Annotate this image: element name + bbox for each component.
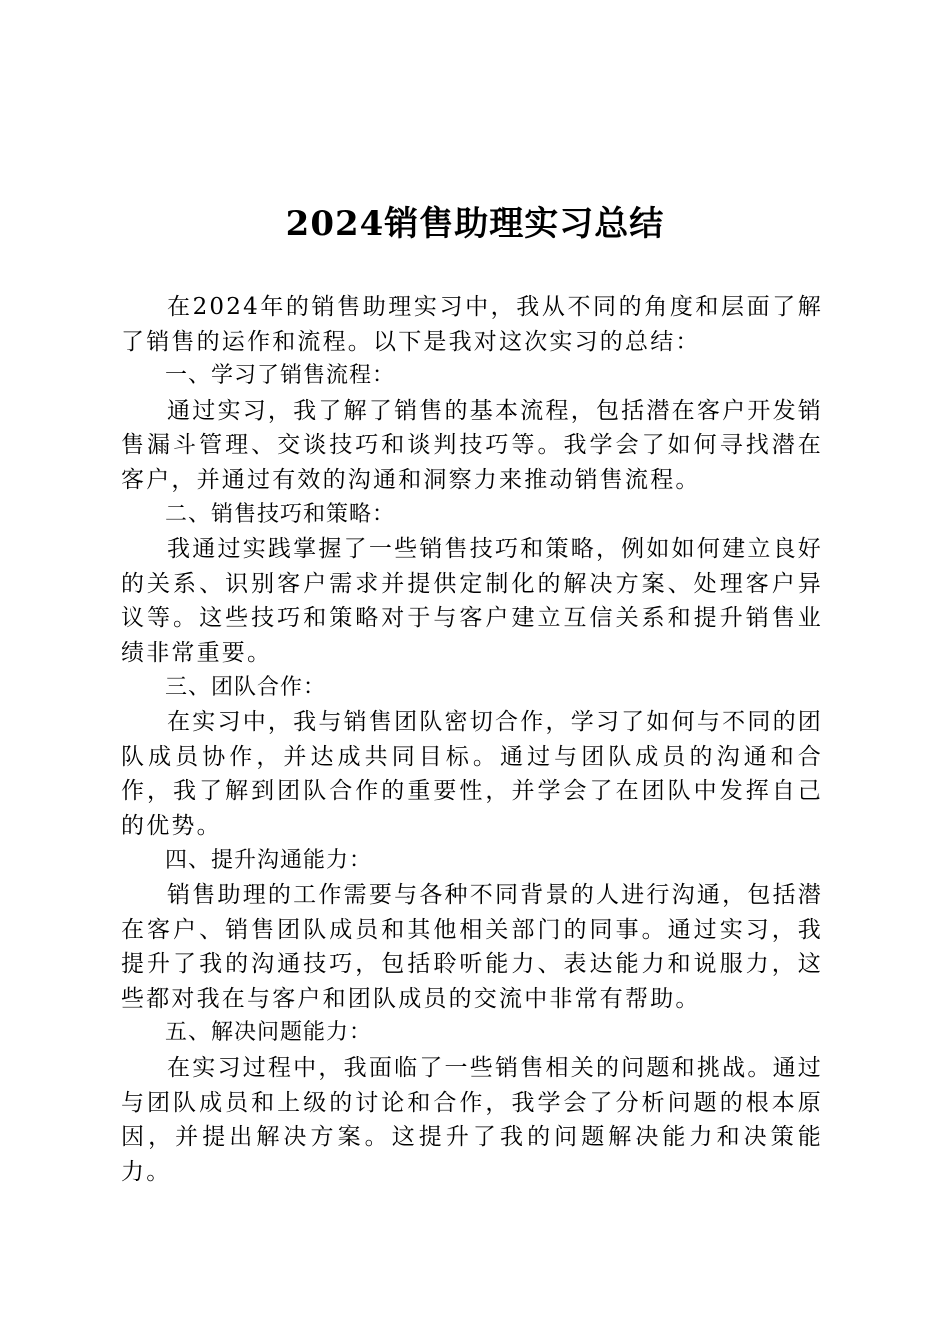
section-heading-3: 三、团队合作： xyxy=(165,674,327,700)
section-body-3: 在实习中，我与销售团队密切合作，学习了如何与不同的团队成员协作，并达成共同目标。通过与团队成员的沟通和合作，我了解到团队合作的重要性，并学会了在团队中发挥自己的优势。 xyxy=(121,709,823,839)
section-heading-4: 四、提升沟通能力： xyxy=(165,847,373,873)
section-body-5: 在实习过程中，我面临了一些销售相关的问题和挑战。通过与团队成员和上级的讨论和合作，我学会了分析问题的根本原因，并提出解决方案。这提升了我的问题解决能力和决策能力。 xyxy=(121,1055,823,1185)
section-body-4: 销售助理的工作需要与各种不同背景的人进行沟通，包括潜在客户、销售团队成员和其他相关部门的同事。通过实习，我提升了我的沟通技巧，包括聆听能力、表达能力和说服力，这些都对我在与客户和团队成员的交流中非常有帮助。 xyxy=(121,882,823,1012)
document-title: 2024销售助理实习总结 xyxy=(285,204,665,244)
section-body-2: 我通过实践掌握了一些销售技巧和策略，例如如何建立良好的关系、识别客户需求并提供定制化的解决方案、处理客户异议等。这些技巧和策略对于与客户建立互信关系和提升销售业绩非常重要。 xyxy=(121,536,823,666)
document-body xyxy=(121,290,823,1189)
section-body-1: 通过实习，我了解了销售的基本流程，包括潜在客户开发销售漏斗管理、交谈技巧和谈判技巧等。我学会了如何寻找潜在客户，并通过有效的沟通和洞察力来推动销售流程。 xyxy=(121,397,823,493)
section-heading-1: 一、学习了销售流程： xyxy=(165,363,396,389)
section-heading-2: 二、销售技巧和策略： xyxy=(165,501,396,527)
intro-paragraph: 在2024年的销售助理实习中，我从不同的角度和层面了解了销售的运作和流程。以下是我对这次实习的总结： xyxy=(121,294,823,355)
section-heading-5: 五、解决问题能力： xyxy=(165,1020,373,1046)
